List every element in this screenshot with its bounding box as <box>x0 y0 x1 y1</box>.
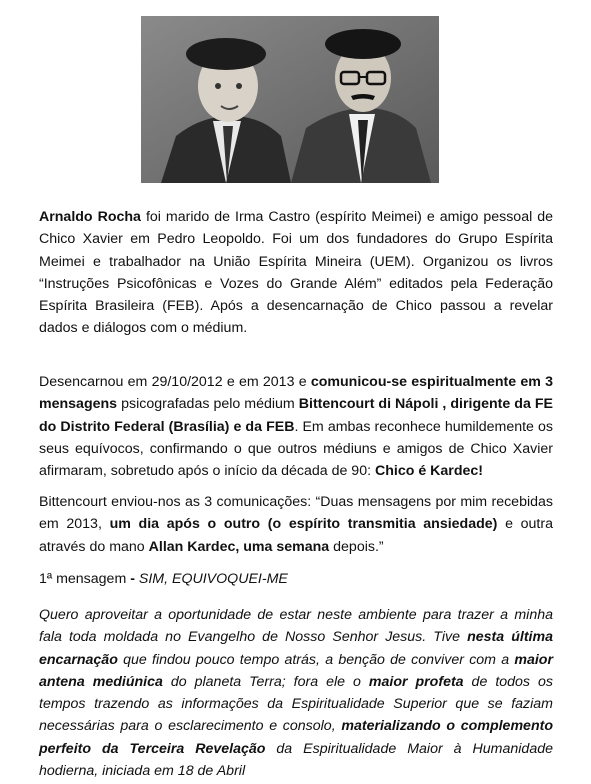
text-span: 1ª mensagem <box>39 571 131 587</box>
text-span: que findou pouco tempo atrás, a benção de conviver com a <box>117 651 515 668</box>
text-span: Quero aproveitar a oportunidade de estar neste ambiente para trazer a minha fala toda moldada no Evangelho de Nosso Senhor Jesus. Tive <box>39 607 553 646</box>
bold-span: materializando o complemento perfeito da Terceira Revelação <box>39 718 554 757</box>
portrait-photo-icon <box>141 16 439 183</box>
bold-span: Allan Kardec, uma semana <box>148 538 330 555</box>
bold-span: Chico é Kardec! <box>374 463 483 480</box>
message-heading <box>39 568 553 590</box>
text-span: . Em ambas reconhece humildemente os seus equívocos, confirmando o que outros médiuns e amigos de Chico Xavier afirmaram, sobretudo após o início da década de 90: <box>39 418 553 480</box>
portrait-photo <box>141 16 439 183</box>
bold-span: um dia após o outro (o espírito transmitia ansiedade) <box>109 516 498 533</box>
paragraph-death-messages <box>39 371 553 482</box>
name-arnaldo-rocha: Arnaldo Rocha <box>39 209 141 225</box>
biography-text: foi marido de Irma Castro (espírito Meimei) e amigo pessoal de Chico Xavier em Pedro Leopoldo. Foi um dos fundadores do Grupo Espírita Meimei e trabalhador na União Espírita Mineira (UEM). Organizou os livros “Instruções Psicofônicas e Vozes do Grande Além” editados pela Federação Espírita Brasileira (FEB). Após a desencarnação de Chico passou a revelar dados e diálogos com o médium. <box>39 209 554 337</box>
paragraph-biography <box>39 206 553 340</box>
bold-span: Bittencourt di Nápoli , dirigente da FE do Distrito Federal (Brasília) e da FEB <box>39 396 553 435</box>
bold-span: - <box>130 571 139 587</box>
text-span: Desencarnou em 29/10/2012 e em 2013 e <box>39 374 311 390</box>
text-span: depois.” <box>329 538 384 555</box>
paragraph-message-text <box>39 604 553 782</box>
text-span: e outra através do mano <box>39 516 553 555</box>
bold-span: maior antena mediúnica <box>39 651 553 690</box>
text-span: de todos os tempos trazendo as informações da Espiritualidade Superior que se faziam necessárias para o esclarecimento e consolo, <box>39 673 553 735</box>
text-span: psicografadas pelo médium <box>117 396 299 413</box>
text-span: do planeta Terra; fora ele o <box>162 673 369 690</box>
paragraph-communications <box>39 491 553 558</box>
message-title: SIM, EQUIVOQUEI-ME <box>138 571 288 587</box>
text-span: Bittencourt enviou-nos as 3 comunicações: “Duas mensagens por mim recebidas em 2013, <box>39 494 553 533</box>
bold-span: nesta última encarnação <box>39 629 553 668</box>
text-span: da Espiritualidade Maior à Humanidade hodierna, iniciada em 18 de Abril <box>39 740 553 780</box>
bold-span: comunicou-se espiritualmente em 3 mensagens <box>39 374 553 413</box>
bold-span: maior profeta <box>368 673 464 690</box>
